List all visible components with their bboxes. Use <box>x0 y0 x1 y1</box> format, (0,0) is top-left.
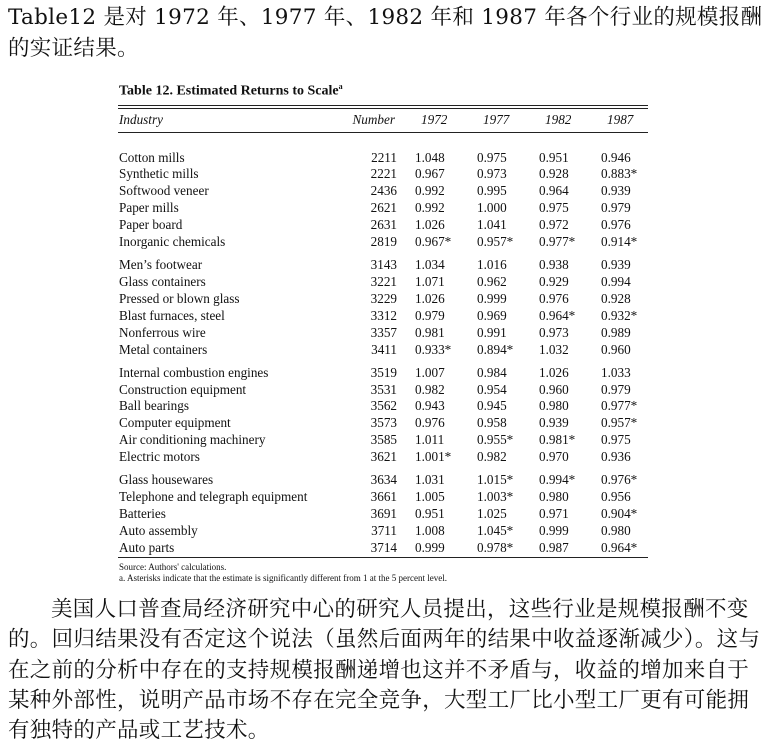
value-1987-cell: 0.976* <box>601 472 638 488</box>
value-1987-cell: 0.979 <box>601 200 631 216</box>
sic-number-cell: 2211 <box>371 149 397 165</box>
sic-number-cell: 2621 <box>370 200 397 216</box>
value-1972-cell: 1.008 <box>415 522 445 538</box>
value-1977-cell: 0.975 <box>477 149 507 165</box>
header-rule <box>118 132 648 149</box>
value-1982-cell: 0.964* <box>539 307 576 323</box>
column-header-1972: 1972 <box>421 111 448 127</box>
value-1977-cell: 0.954 <box>477 381 507 397</box>
table-title <box>119 82 648 100</box>
value-1982-cell: 0.975 <box>539 200 569 216</box>
value-1972-cell: 1.071 <box>415 273 445 289</box>
column-header-1977: 1977 <box>483 111 510 127</box>
value-1972-cell: 1.031 <box>415 472 445 488</box>
value-1977-cell: 1.016 <box>477 257 507 273</box>
industry-cell: Telephone and telegraph equipment <box>119 489 308 505</box>
sic-number-cell: 3634 <box>370 472 397 488</box>
table-row <box>118 489 648 506</box>
value-1982-cell: 0.971 <box>539 505 569 521</box>
industry-cell: Nonferrous wire <box>119 324 206 340</box>
table-header-row <box>118 109 648 133</box>
value-1972-cell: 1.034 <box>415 257 445 273</box>
sic-number-cell: 3585 <box>370 432 397 448</box>
column-header-1987: 1987 <box>607 111 634 127</box>
industry-cell: Pressed or blown glass <box>119 290 240 306</box>
value-1987-cell: 0.975 <box>601 432 631 448</box>
value-1982-cell: 0.938 <box>539 257 569 273</box>
value-1982-cell: 1.032 <box>539 341 569 357</box>
industry-cell: Internal combustion engines <box>119 364 269 380</box>
value-1982-cell: 1.026 <box>539 364 569 380</box>
value-1982-cell: 0.972 <box>539 217 569 233</box>
table-title-text: Table 12. Estimated Returns to Scale <box>119 83 339 99</box>
value-1972-cell: 1.007 <box>415 364 445 380</box>
value-1972-cell: 0.999 <box>415 539 445 555</box>
table-row <box>118 449 648 466</box>
table-source: Source: Authors' calculations. <box>119 561 227 572</box>
value-1972-cell: 0.979 <box>415 307 445 323</box>
value-1977-cell: 1.003* <box>477 489 514 505</box>
value-1977-cell: 0.958 <box>477 415 507 431</box>
value-1972-cell: 0.943 <box>415 398 445 414</box>
value-1982-cell: 0.964 <box>539 183 569 199</box>
table-row <box>118 325 648 342</box>
value-1977-cell: 1.041 <box>477 217 507 233</box>
value-1982-cell: 0.980 <box>539 489 569 505</box>
sic-number-cell: 2631 <box>370 217 397 233</box>
sic-number-cell: 3691 <box>370 505 397 521</box>
value-1987-cell: 0.964* <box>601 539 638 555</box>
value-1982-cell: 0.977* <box>539 234 576 250</box>
value-1977-cell: 0.984 <box>477 364 507 380</box>
header-rule-cell <box>118 132 648 149</box>
industry-cell: Glass containers <box>119 273 206 289</box>
value-1972-cell: 0.933* <box>415 341 452 357</box>
value-1972-cell: 1.048 <box>415 149 445 165</box>
sic-number-cell: 3711 <box>371 522 397 538</box>
value-1977-cell: 0.982 <box>477 449 507 465</box>
value-1977-cell: 0.973 <box>477 166 507 182</box>
value-1977-cell: 0.945 <box>477 398 507 414</box>
value-1982-cell: 0.987 <box>539 539 569 555</box>
value-1982-cell: 0.973 <box>539 324 569 340</box>
value-1972-cell: 1.026 <box>415 217 445 233</box>
value-1972-cell: 0.967* <box>415 234 452 250</box>
industry-cell: Ball bearings <box>119 398 189 414</box>
value-1972-cell: 0.982 <box>415 381 445 397</box>
value-1972-cell: 1.001* <box>415 449 452 465</box>
value-1982-cell: 0.994* <box>539 472 576 488</box>
column-header-number: Number <box>352 111 395 127</box>
table-footnotes <box>119 562 648 584</box>
industry-cell: Air conditioning machinery <box>119 432 266 448</box>
industry-cell: Auto parts <box>119 539 175 555</box>
sic-number-cell: 3714 <box>370 539 397 555</box>
table-row <box>118 150 648 167</box>
table-row <box>118 274 648 291</box>
value-1987-cell: 0.883* <box>601 166 638 182</box>
table-bottom-rule <box>118 557 648 558</box>
value-1982-cell: 0.999 <box>539 522 569 538</box>
value-1987-cell: 0.946 <box>601 149 631 165</box>
value-1972-cell: 1.005 <box>415 489 445 505</box>
sic-number-cell: 3661 <box>370 489 397 505</box>
value-1972-cell: 0.976 <box>415 415 445 431</box>
value-1987-cell: 0.936 <box>601 449 631 465</box>
sic-number-cell: 2819 <box>370 234 397 250</box>
sic-number-cell: 3519 <box>370 364 397 380</box>
industry-cell: Computer equipment <box>119 415 231 431</box>
value-1972-cell: 1.011 <box>415 432 445 448</box>
value-1977-cell: 0.991 <box>477 324 507 340</box>
value-1987-cell: 0.980 <box>601 522 631 538</box>
industry-cell: Synthetic mills <box>119 166 199 182</box>
industry-cell: Softwood veneer <box>119 183 209 199</box>
sic-number-cell: 3357 <box>370 324 397 340</box>
value-1987-cell: 0.939 <box>601 257 631 273</box>
value-1982-cell: 0.970 <box>539 449 569 465</box>
sic-number-cell: 3621 <box>370 449 397 465</box>
value-1987-cell: 0.914* <box>601 234 638 250</box>
value-1987-cell: 0.994 <box>601 273 631 289</box>
table-row <box>118 200 648 217</box>
value-1987-cell: 0.956 <box>601 489 631 505</box>
value-1977-cell: 0.995 <box>477 183 507 199</box>
table-row <box>118 342 648 359</box>
value-1982-cell: 0.928 <box>539 166 569 182</box>
sic-number-cell: 3229 <box>370 290 397 306</box>
value-1987-cell: 0.932* <box>601 307 638 323</box>
value-1987-cell: 0.979 <box>601 381 631 397</box>
industry-cell: Metal containers <box>119 341 208 357</box>
table-row <box>118 432 648 449</box>
value-1987-cell: 0.977* <box>601 398 638 414</box>
intro-paragraph: Table12 是对 1972 年、1977 年、1982 年和 1987 年各个行业的规模报酬的实证结果。 <box>8 5 763 61</box>
sic-number-cell: 3143 <box>370 257 397 273</box>
value-1977-cell: 1.000 <box>477 200 507 216</box>
sic-number-cell: 3573 <box>370 415 397 431</box>
industry-cell: Electric motors <box>119 449 200 465</box>
industry-cell: Batteries <box>119 505 166 521</box>
table-row <box>118 251 648 274</box>
sic-number-cell: 3531 <box>370 381 397 397</box>
column-header-industry: Industry <box>119 111 163 127</box>
industry-cell: Paper mills <box>119 200 179 216</box>
value-1977-cell: 0.894* <box>477 341 514 357</box>
industry-cell: Men’s footwear <box>119 257 203 273</box>
value-1977-cell: 0.962 <box>477 273 507 289</box>
value-1977-cell: 1.045* <box>477 522 514 538</box>
value-1982-cell: 0.929 <box>539 273 569 289</box>
table-row <box>118 291 648 308</box>
value-1987-cell: 0.960 <box>601 341 631 357</box>
column-header-1982: 1982 <box>545 111 572 127</box>
value-1987-cell: 0.957* <box>601 415 638 431</box>
table-row <box>118 166 648 183</box>
value-1987-cell: 0.976 <box>601 217 631 233</box>
table-row <box>118 217 648 234</box>
data-table <box>118 109 648 557</box>
sic-number-cell: 2221 <box>370 166 397 182</box>
industry-cell: Inorganic chemicals <box>119 234 226 250</box>
value-1982-cell: 0.939 <box>539 415 569 431</box>
value-1977-cell: 0.969 <box>477 307 507 323</box>
table-row <box>118 234 648 251</box>
industry-cell: Cotton mills <box>119 149 185 165</box>
table-row <box>118 466 648 489</box>
value-1977-cell: 1.015* <box>477 472 514 488</box>
value-1977-cell: 1.025 <box>477 505 507 521</box>
table-row <box>118 382 648 399</box>
table-row <box>118 540 648 557</box>
table-note: a. Asterisks indicate that the estimate is significantly different from 1 at the 5 percent level. <box>119 572 447 583</box>
value-1972-cell: 0.967 <box>415 166 445 182</box>
industry-cell: Auto assembly <box>119 522 198 538</box>
value-1987-cell: 0.904* <box>601 505 638 521</box>
value-1982-cell: 0.951 <box>539 149 569 165</box>
industry-cell: Construction equipment <box>119 381 247 397</box>
value-1972-cell: 0.951 <box>415 505 445 521</box>
industry-cell: Paper board <box>119 217 183 233</box>
value-1972-cell: 1.026 <box>415 290 445 306</box>
sic-number-cell: 3562 <box>370 398 397 414</box>
value-1977-cell: 0.999 <box>477 290 507 306</box>
sic-number-cell: 3221 <box>370 273 397 289</box>
value-1987-cell: 0.989 <box>601 324 631 340</box>
sic-number-cell: 3312 <box>370 307 397 323</box>
sic-number-cell: 3411 <box>371 341 397 357</box>
value-1987-cell: 1.033 <box>601 364 631 380</box>
value-1987-cell: 0.928 <box>601 290 631 306</box>
table-row <box>118 183 648 200</box>
table-row <box>118 523 648 540</box>
value-1982-cell: 0.960 <box>539 381 569 397</box>
value-1977-cell: 0.978* <box>477 539 514 555</box>
returns-to-scale-table <box>118 82 648 584</box>
table-title-footnote-mark: a <box>338 82 343 91</box>
value-1982-cell: 0.981* <box>539 432 576 448</box>
value-1972-cell: 0.992 <box>415 200 445 216</box>
table-row <box>118 398 648 415</box>
industry-cell: Blast furnaces, steel <box>119 307 225 323</box>
table-row <box>118 359 648 382</box>
value-1982-cell: 0.980 <box>539 398 569 414</box>
value-1977-cell: 0.955* <box>477 432 514 448</box>
industry-cell: Glass housewares <box>119 472 214 488</box>
outro-paragraph: 美国人口普查局经济研究中心的研究人员提出，这些行业是规模报酬不变的。回归结果没有否定这个说法（虽然后面两年的结果中收益逐渐减少）。这与在之前的分析中存在的支持规模报酬递增也这并不矛盾与，收益的增加来自于某种外部性，说明产品市场不存在完全竞争，大型工厂比小型工厂更有可能拥有独特的产品或工艺技术。 <box>8 597 761 744</box>
value-1982-cell: 0.976 <box>539 290 569 306</box>
table-row <box>118 415 648 432</box>
value-1977-cell: 0.957* <box>477 234 514 250</box>
value-1987-cell: 0.939 <box>601 183 631 199</box>
table-row <box>118 506 648 523</box>
value-1972-cell: 0.992 <box>415 183 445 199</box>
table-row <box>118 308 648 325</box>
value-1972-cell: 0.981 <box>415 324 445 340</box>
sic-number-cell: 2436 <box>370 183 397 199</box>
table-body <box>118 150 648 557</box>
